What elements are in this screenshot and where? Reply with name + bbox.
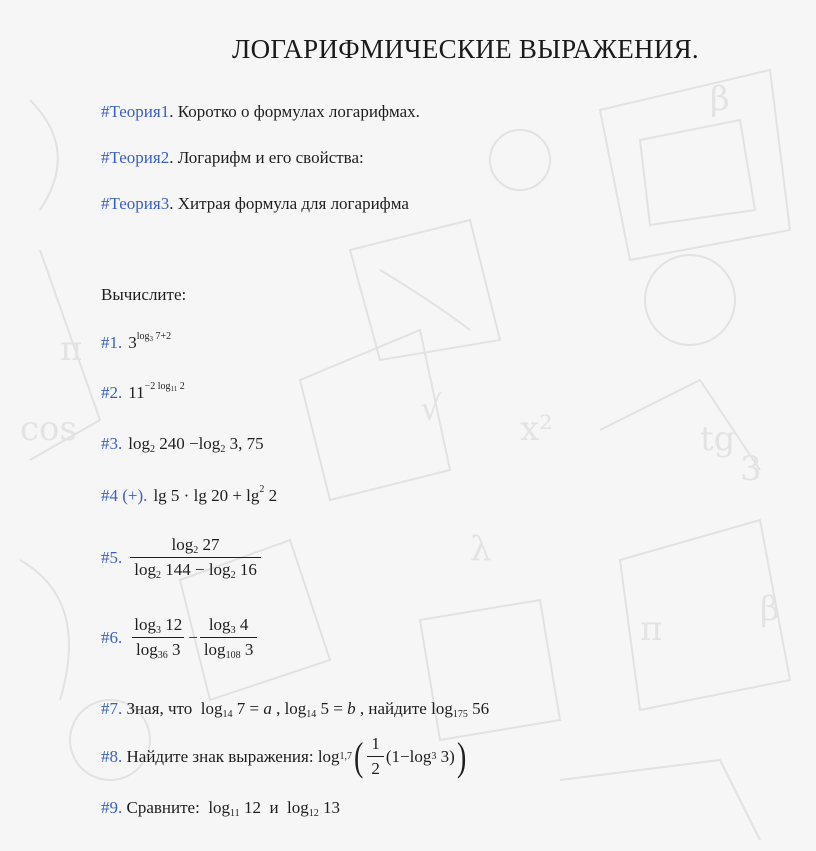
- task-8: #8. Найдите знак выражения: log 1,7 ( $\frac{1}{2}$ ( 1 − log 3 3 ) ): [101, 733, 467, 779]
- task-5: [101, 535, 263, 580]
- svg-text:tg: tg: [700, 419, 736, 459]
- theory-link-1[interactable]: [101, 102, 420, 122]
- svg-text:λ: λ: [470, 529, 492, 569]
- svg-text:β: β: [710, 79, 730, 119]
- svg-text:√: √: [420, 389, 442, 429]
- task-3-expression: $\log_2 240 -\log_2$ 3, 75: [128, 434, 264, 455]
- task-3: [101, 434, 264, 454]
- theory-tag[interactable]: #Теория1: [101, 102, 170, 121]
- task-1-expression: $3^{log_3 7+2}$: [128, 331, 172, 352]
- theory-tag[interactable]: #Теория2: [101, 148, 170, 167]
- page-title: ЛОГАРИФМИЧЕСКИЕ ВЫРАЖЕНИЯ.: [232, 34, 699, 64]
- task-tag[interactable]: #4 (: [101, 486, 128, 505]
- task-tag[interactable]: #5.: [101, 547, 123, 567]
- task-tag[interactable]: #9.: [101, 798, 123, 817]
- task-9-expression: $\log_{11} 12$ и $\log_{12} 13$: [208, 798, 341, 819]
- svg-text:π: π: [640, 609, 663, 649]
- task-6-fraction-2: $\frac{\log_3 4}{\log_{108} 3}$: [200, 615, 257, 660]
- theory-link-2[interactable]: [101, 148, 364, 168]
- svg-text:β: β: [760, 589, 780, 629]
- theory-text: . Коротко о формулах логарифмах.: [169, 102, 420, 121]
- task-tag[interactable]: #6.: [101, 627, 123, 647]
- task-7: #7. Зная, что $\log_{14} 7 = a$ , $\log_{14} 5 = b$ , найдите $\log_{175} 56$: [101, 699, 490, 720]
- task-9: #9. Сравните: $\log_{11} 12$ и $\log_{12} 13$: [101, 798, 341, 819]
- task-4: #4 ( + ). $\lg 5 \cdot \lg 20 + \lg^2 2$: [101, 484, 278, 505]
- svg-text:cos: cos: [20, 409, 77, 449]
- task-tag[interactable]: #8.: [101, 746, 123, 766]
- task-2: [101, 383, 185, 403]
- task-1: [101, 333, 171, 353]
- theory-tag[interactable]: #Теория3: [101, 194, 170, 213]
- theory-text: . Хитрая формула для логарифма: [169, 194, 409, 213]
- task-6-fraction-1: $\frac{\log_3 12}{\log_{36} 3}$: [130, 615, 186, 660]
- task-tag[interactable]: #2.: [101, 383, 123, 402]
- task-tag[interactable]: #3.: [101, 434, 123, 453]
- task-tag[interactable]: #1.: [101, 333, 123, 352]
- task-tag[interactable]: #7.: [101, 699, 123, 718]
- theory-link-3[interactable]: [101, 194, 409, 214]
- answer-plus-link[interactable]: +: [127, 486, 138, 505]
- compute-heading: Вычислите:: [101, 285, 187, 304]
- theory-text: . Логарифм и его свойства:: [169, 148, 364, 167]
- task-4-expression: $\lg 5 \cdot \lg 20 + \lg^2 2$: [153, 484, 278, 505]
- task-2-expression: $11^{-2 log_{11} 2}$: [128, 381, 185, 402]
- svg-text:π: π: [60, 329, 83, 369]
- svg-text:x²: x²: [520, 409, 553, 449]
- svg-text:3: 3: [740, 449, 762, 489]
- task-5-fraction: $\frac{\log_2 27}{\log_2 144 - \log_2 16}$: [130, 535, 261, 580]
- task-7-expression: $\log_{14} 7 = a$ , $\log_{14} 5 = b$ , найдите $\log_{175} 56$: [200, 699, 490, 720]
- task-6: #6. $\frac{\log_3 12}{\log_{36} 3}$ − $\frac{\log_3 4}{\log_{108} 3}$: [101, 615, 259, 660]
- task-8-expression: log 1,7 ( $\frac{1}{2}$ ( 1 − log 3 3 ) ): [317, 733, 467, 779]
